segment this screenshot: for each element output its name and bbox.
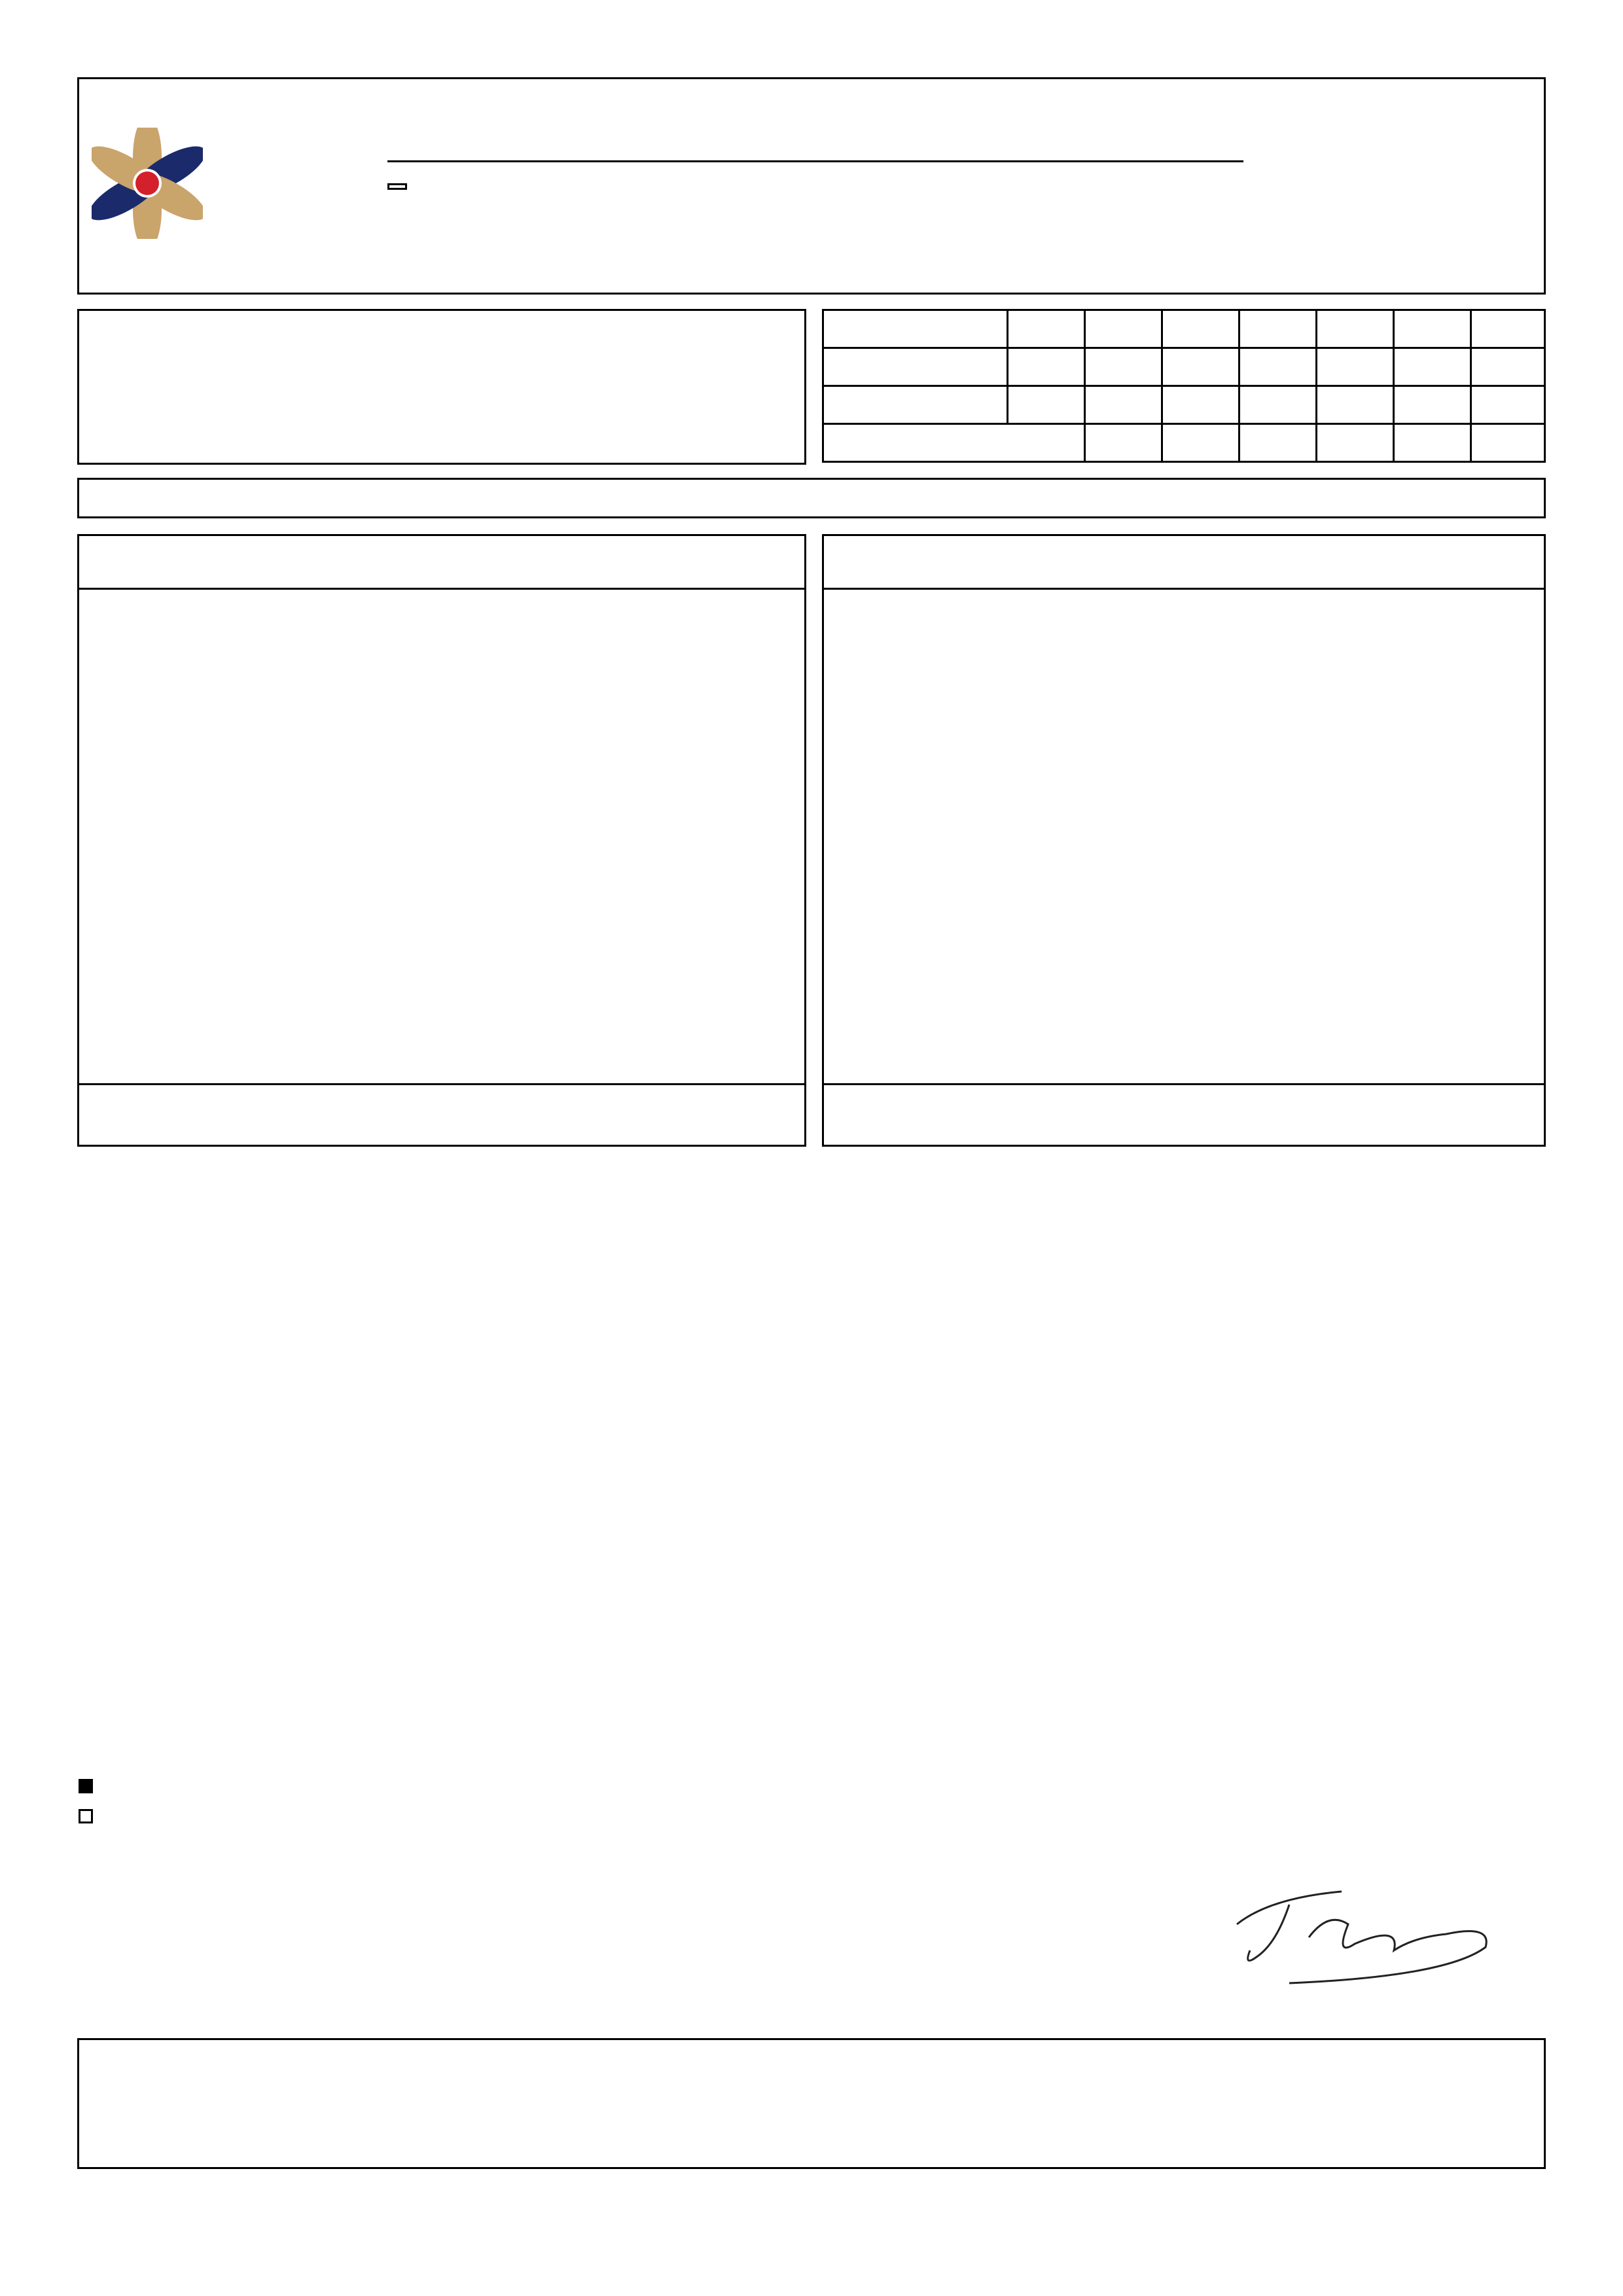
assistant-row [86,1116,804,1147]
set-score [1317,348,1394,386]
set-score-table [822,309,1546,463]
match-number [79,312,281,350]
total-points [1471,348,1545,386]
coach-row [86,1085,804,1116]
set-score [1394,386,1471,424]
score-row [823,348,1545,386]
team-code [823,348,1008,386]
referees-box [77,478,1546,518]
set-score [1240,386,1317,424]
score-header [1008,310,1085,348]
sets-won [1008,386,1085,424]
score-header-row [823,310,1545,348]
roster-team-a [77,534,806,1147]
legend-starting [79,1770,99,1801]
team-code [823,386,1008,424]
match-city [79,350,560,387]
set-duration [1085,424,1162,462]
set-score [1085,386,1162,424]
set-score [1394,348,1471,386]
score-row [823,386,1545,424]
match-spectators [537,312,560,350]
signature [1230,1885,1518,2003]
score-header [1394,310,1471,348]
set-score [1162,348,1240,386]
score-header [1085,310,1162,348]
match-date [281,312,537,350]
set-score [1162,386,1240,424]
score-header [823,310,1008,348]
assistant-row [830,1116,1544,1147]
team-b-title [824,536,1544,590]
coach-row [830,1085,1544,1116]
match-duration [79,425,560,463]
total-points [1471,386,1545,424]
event-logo [92,128,380,245]
duration-label [823,424,1085,462]
match-info [79,312,560,463]
score-header [1317,310,1394,348]
document-code [387,183,407,190]
title-divider [387,160,1243,162]
sets-won [1008,348,1085,386]
match-hall [79,387,560,425]
legend-substitute [79,1801,99,1831]
roster-team-b [822,534,1546,1147]
duration-row [823,424,1545,462]
avc-logo [1257,118,1531,249]
score-header [1240,310,1317,348]
set-duration [1162,424,1240,462]
set-duration [1394,424,1471,462]
team-b-staff [824,1083,1544,1147]
score-header [1471,310,1545,348]
set-duration [1240,424,1317,462]
sponsor-box [77,2038,1546,2169]
total-duration [1471,424,1545,462]
set-score [1085,348,1162,386]
score-header [1162,310,1240,348]
flower-logo-icon [92,128,203,239]
set-score [1240,348,1317,386]
set-duration [1317,424,1394,462]
set-score [1317,386,1394,424]
team-a-title [79,536,804,590]
filled-square-icon [79,1779,93,1793]
legend-col-1 [79,1770,99,1831]
empty-square-icon [79,1809,93,1823]
team-a-staff [79,1083,804,1147]
